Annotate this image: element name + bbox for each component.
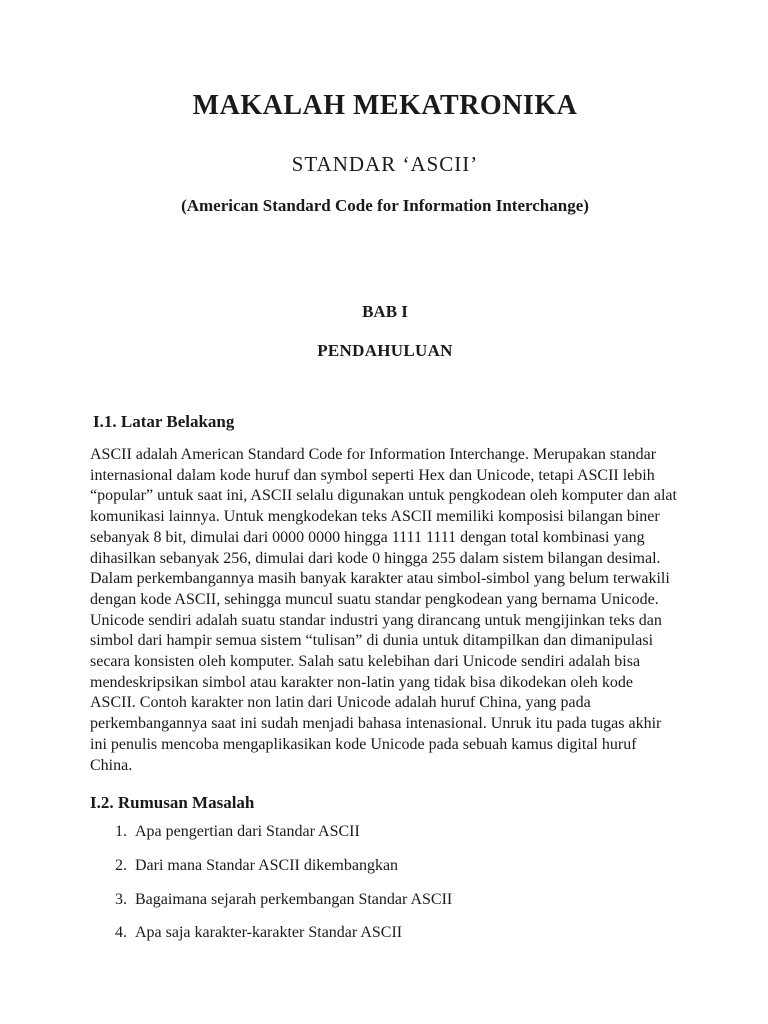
document-subtitle: STANDAR ‘ASCII’ (291, 152, 479, 176)
rumusan-masalah-item-4: 4. Apa saja karakter-karakter Standar ASCII (131, 923, 680, 944)
rumusan-masalah-item-2: 2. Dari mana Standar ASCII dikembangkan (131, 856, 680, 877)
chapter-number: BAB I (362, 302, 408, 321)
chapter-title: PENDAHULUAN (317, 341, 453, 360)
section-heading-latar-belakang: I.1. Latar Belakang (93, 412, 235, 431)
rumusan-masalah-item-1: 1. Apa pengertian dari Standar ASCII (131, 822, 680, 843)
rumusan-masalah-item-3: 3. Bagaimana sejarah perkembangan Standar ASCII (131, 890, 680, 911)
latar-belakang-paragraph: ASCII adalah American Standard Code for Information Interchange. Merupakan standar internasional dalam kode huruf dan symbol seperti Hex dan Unicode, tetapi ASCII lebih “popular” untuk saat ini, ASCII selalu digunakan untuk pengkodean oleh komputer dan alat komunikasi lainnya. Untuk mengkodekan teks ASCII memiliki komposisi bilangan biner sebanyak 8 bit, dimulai dari 0000 0000 hingga 1111 1111 dengan total kombinasi yang dihasilkan sebanyak 256, dimulai dari kode 0 hingga 255 dalam sistem bilangan desimal. Dalam perkembangannya masih banyak karakter atau simbol-simbol yang belum terwakili dengan kode ASCII, sehingga muncul suatu standar pengkodean yang bernama Unicode. Unicode sendiri adalah suatu standar industri yang dirancang untuk mengijinkan teks dan simbol dari hampir semua sistem “tulisan” di dunia untuk ditampilkan dan dimanipulasi secara konsisten oleh komputer. Salah satu kelebihan dari Unicode sendiri adalah bisa mendeskripsikan simbol atau karakter non-latin yang tidak bisa dikodekan oleh kode ASCII. Contoh karakter non latin dari Unicode adalah huruf China, yang pada perkembangannya saat ini sudah menjadi bahasa intenasional. Unruk itu pada tugas akhir ini penulis mencoba mengaplikasikan kode Unicode pada sebuah kamus digital huruf China. (90, 446, 677, 774)
section-heading-rumusan-masalah: I.2. Rumusan Masalah (90, 793, 255, 813)
document-title: MAKALAH MEKATRONIKA (192, 90, 578, 121)
document-subtitle-expansion: (American Standard Code for Information Interchange) (181, 196, 589, 215)
chapter-heading (90, 302, 680, 361)
rumusan-masalah-list (90, 822, 680, 944)
